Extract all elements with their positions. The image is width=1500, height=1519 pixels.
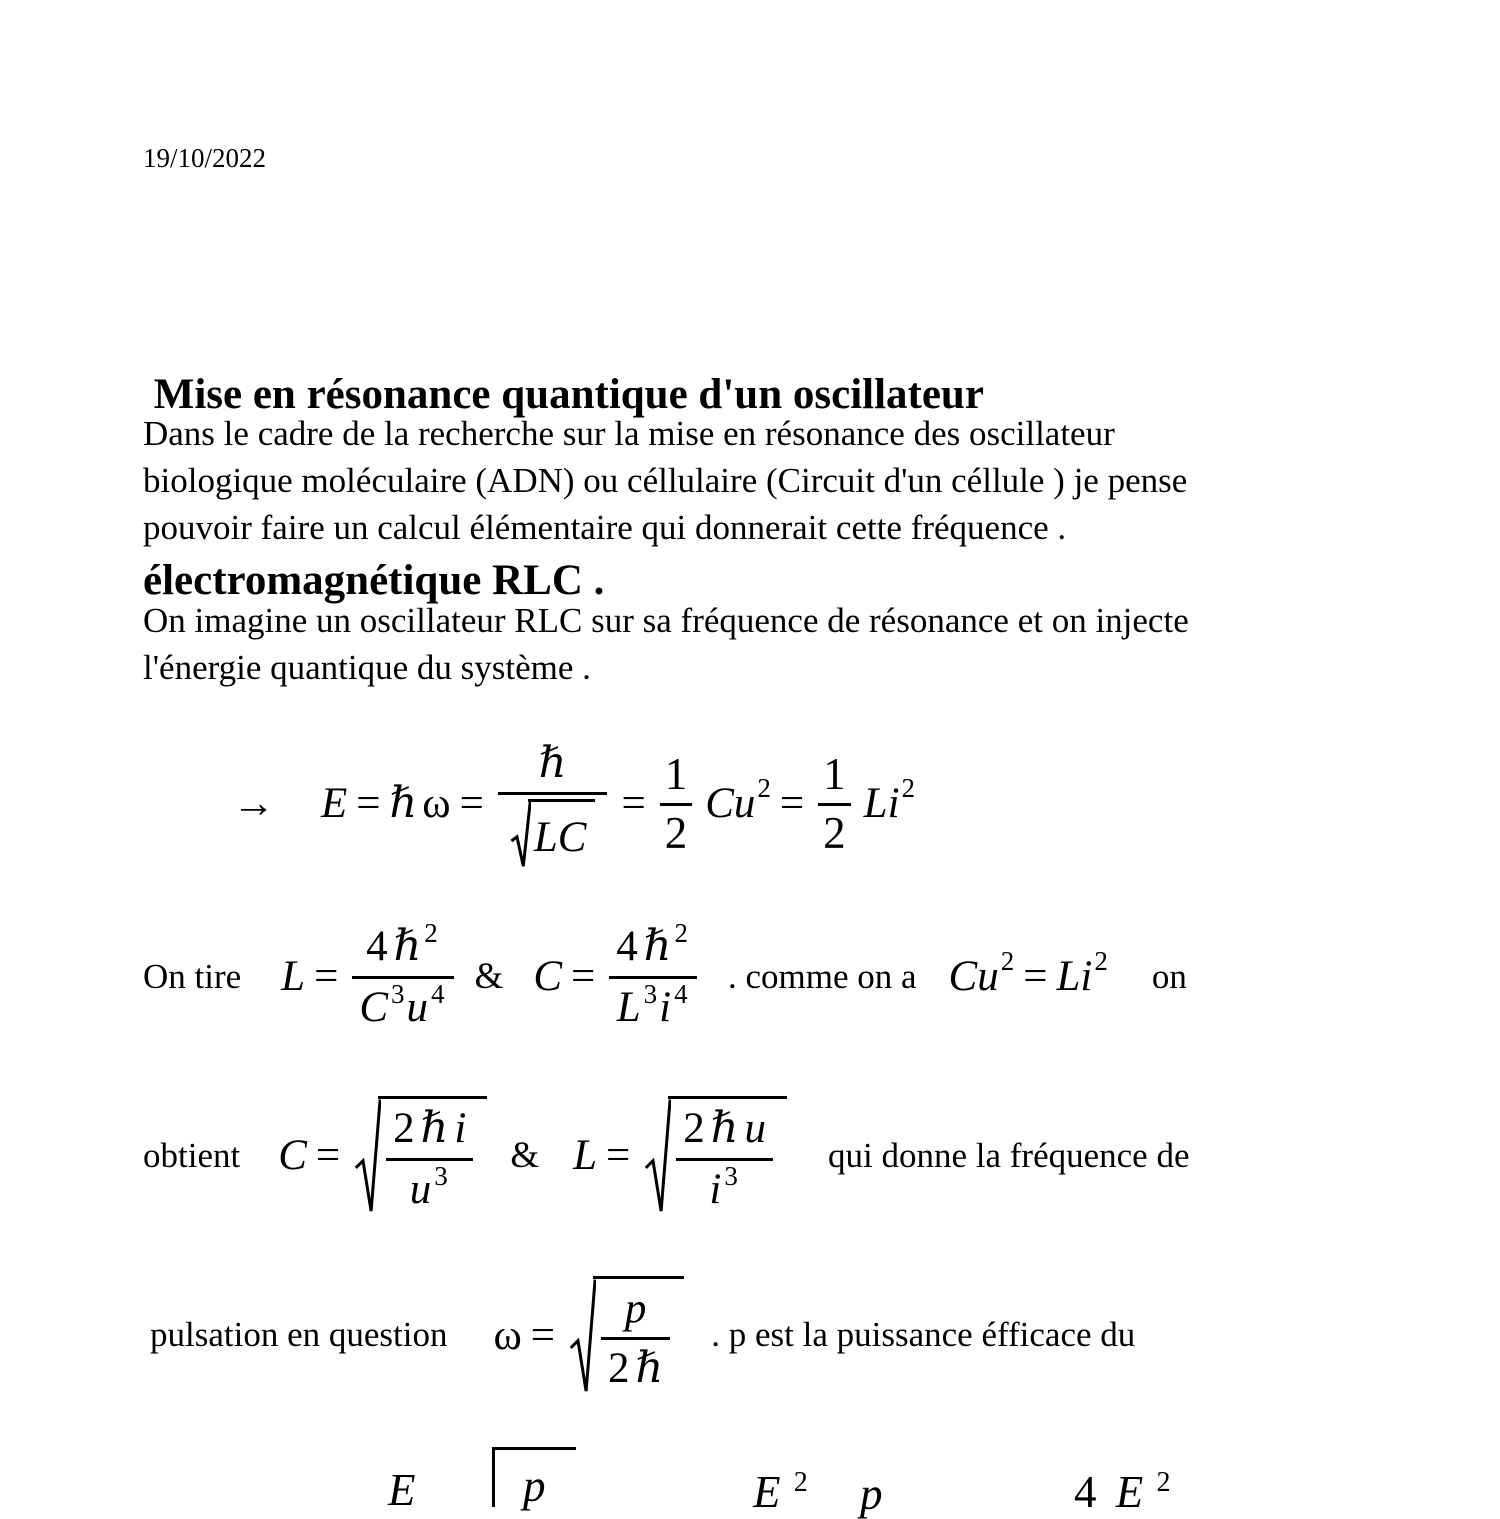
superscript: 2 bbox=[674, 918, 688, 949]
fraction bbox=[386, 1104, 473, 1214]
equals-sign: = bbox=[1023, 953, 1048, 1001]
fraction-numerator: ℏ bbox=[538, 739, 567, 787]
equation-label: pulsation en question bbox=[150, 1315, 448, 1355]
fraction-numerator: 1 bbox=[664, 749, 688, 800]
fraction-denominator bbox=[601, 1344, 670, 1393]
fraction-denominator: 2 bbox=[823, 807, 846, 858]
math-term-4E-squared bbox=[1074, 1467, 1171, 1517]
superscript: 2 bbox=[1156, 1467, 1171, 1498]
inline-text: on bbox=[1151, 956, 1187, 996]
equation-obtient bbox=[143, 1080, 1190, 1232]
equals-sign: = bbox=[779, 780, 805, 828]
equation-label: obtient bbox=[143, 1135, 241, 1175]
superscript: 3 bbox=[434, 1160, 448, 1191]
fraction-denominator bbox=[352, 978, 453, 1032]
math-var-L: L bbox=[573, 1132, 598, 1180]
fraction-bar bbox=[660, 803, 693, 806]
math-var-E: E bbox=[753, 1467, 781, 1517]
inline-text: . comme on a bbox=[727, 956, 917, 996]
superscript: 2 bbox=[1094, 946, 1108, 977]
paragraph-line: Dans le cadre de la recherche sur la mise en résonance des oscillateur bbox=[143, 414, 1115, 453]
math-var-L: L bbox=[281, 953, 306, 1001]
math-var-E: E bbox=[1115, 1467, 1144, 1517]
hbar-symbol: ℏ bbox=[389, 780, 418, 828]
math-var: L bbox=[616, 983, 641, 1031]
math-var-p: p bbox=[860, 1469, 883, 1519]
superscript: 2 bbox=[901, 773, 916, 804]
radicand: LC bbox=[528, 799, 596, 869]
fraction-bar bbox=[498, 792, 608, 795]
right-arrow-icon: → bbox=[232, 780, 275, 828]
superscript: 2 bbox=[1000, 946, 1015, 977]
fraction-denominator bbox=[702, 1160, 746, 1214]
math-term-E-squared bbox=[753, 1467, 808, 1517]
superscript: 2 bbox=[793, 1467, 808, 1498]
fraction-one-half bbox=[660, 751, 693, 857]
paragraph-research-context bbox=[143, 410, 1187, 551]
square-root bbox=[644, 1096, 787, 1216]
math-term-Li: Li bbox=[863, 780, 900, 828]
equals-sign: = bbox=[459, 780, 484, 828]
fraction-numerator bbox=[676, 1104, 773, 1153]
coefficient: 2 bbox=[393, 1105, 415, 1153]
inline-text: qui donne la fréquence de bbox=[828, 1135, 1190, 1175]
math-var-E: E bbox=[388, 1465, 416, 1515]
fraction-denominator bbox=[610, 978, 697, 1032]
paragraph-oscillator-setup bbox=[143, 597, 1189, 691]
fraction-denominator: 2 bbox=[664, 807, 688, 858]
fraction-numerator: p bbox=[624, 1284, 647, 1332]
fraction-numerator: 1 bbox=[823, 749, 846, 800]
math-var: i bbox=[709, 1165, 722, 1213]
math-var: i bbox=[454, 1105, 467, 1153]
math-var: C bbox=[359, 983, 389, 1031]
sqrt-symbol bbox=[354, 1096, 381, 1216]
fraction-C bbox=[609, 918, 697, 1032]
coefficient: 4 bbox=[1074, 1467, 1097, 1517]
paragraph-line: pouvoir faire un calcul élémentaire qui donnerait cette fréquence . bbox=[143, 508, 1067, 547]
hbar-symbol: ℏ bbox=[420, 1105, 449, 1153]
hbar-symbol: ℏ bbox=[643, 923, 672, 971]
superscript: 3 bbox=[391, 978, 405, 1009]
math-var-E: E bbox=[321, 780, 348, 828]
hbar-symbol: ℏ bbox=[635, 1345, 664, 1392]
math-var: u bbox=[744, 1105, 766, 1153]
equals-sign: = bbox=[571, 953, 596, 1001]
math-term-Li: Li bbox=[1056, 953, 1093, 1001]
math-var-p: p bbox=[523, 1461, 546, 1511]
fraction-one-half bbox=[818, 751, 851, 857]
equation-pulsation bbox=[150, 1263, 1135, 1408]
superscript: 3 bbox=[724, 1160, 738, 1191]
equation-label: On tire bbox=[143, 956, 242, 996]
coefficient: 4 bbox=[616, 923, 638, 971]
sqrt-fragment bbox=[492, 1447, 576, 1511]
radicand bbox=[668, 1096, 787, 1216]
fraction-numerator bbox=[359, 918, 447, 971]
equals-sign: = bbox=[606, 1132, 631, 1180]
equals-sign: = bbox=[315, 1132, 341, 1180]
equation-on-tire bbox=[143, 903, 1187, 1051]
math-var: u bbox=[406, 983, 429, 1031]
fraction-bar bbox=[601, 1337, 670, 1340]
math-var-C: C bbox=[278, 1132, 307, 1180]
math-term-Cu: Cu bbox=[705, 780, 756, 828]
math-var-C: C bbox=[533, 953, 563, 1001]
ampersand: & bbox=[510, 1134, 540, 1176]
equals-sign: = bbox=[621, 780, 646, 828]
fraction-bar bbox=[386, 1158, 473, 1161]
fraction-denominator bbox=[498, 799, 608, 869]
equals-sign: = bbox=[314, 953, 339, 1001]
sqrt-symbol bbox=[569, 1276, 596, 1396]
equation-energy bbox=[232, 738, 915, 870]
coefficient: 2 bbox=[608, 1345, 630, 1392]
math-var: u bbox=[409, 1165, 432, 1213]
hbar-symbol: ℏ bbox=[393, 923, 422, 971]
fraction-bar bbox=[818, 803, 851, 806]
square-root bbox=[354, 1096, 487, 1216]
sqrt-symbol bbox=[644, 1096, 671, 1216]
paragraph-line: biologique moléculaire (ADN) ou céllulaire (Circuit d'un céllule ) je pense bbox=[143, 461, 1188, 500]
coefficient: 2 bbox=[683, 1105, 705, 1153]
radicand bbox=[378, 1096, 487, 1216]
document-date: 19/10/2022 bbox=[143, 143, 267, 173]
ampersand: & bbox=[474, 955, 504, 997]
paragraph-line: On imagine un oscillateur RLC sur sa fréquence de résonance et on injecte bbox=[143, 601, 1189, 640]
fraction-hbar-over-sqrtLC bbox=[498, 739, 608, 869]
title-line-2: électromagnétique RLC . bbox=[143, 557, 605, 604]
fraction-denominator bbox=[403, 1160, 457, 1214]
paragraph-line: l'énergie quantique du système . bbox=[143, 648, 591, 687]
inline-text: . p est la puissance éfficace du bbox=[711, 1315, 1136, 1355]
fraction-numerator bbox=[609, 918, 697, 971]
omega-symbol: ω bbox=[493, 1311, 522, 1359]
fraction bbox=[601, 1284, 670, 1394]
fraction-numerator bbox=[386, 1104, 473, 1153]
equals-sign: = bbox=[530, 1311, 556, 1359]
math-var: i bbox=[659, 983, 672, 1031]
superscript: 4 bbox=[674, 978, 688, 1009]
title-line-1: Mise en résonance quantique d'un oscillateur bbox=[143, 371, 984, 418]
coefficient: 4 bbox=[366, 923, 388, 971]
omega-symbol: ω bbox=[422, 780, 451, 828]
superscript: 3 bbox=[643, 978, 658, 1009]
radicand bbox=[593, 1276, 684, 1396]
superscript: 2 bbox=[757, 773, 771, 804]
math-term-Cu: Cu bbox=[948, 953, 999, 1001]
fraction bbox=[676, 1104, 773, 1214]
square-root bbox=[569, 1276, 684, 1396]
fraction-L bbox=[352, 918, 453, 1032]
hbar-symbol: ℏ bbox=[710, 1105, 739, 1153]
equals-sign: = bbox=[356, 780, 381, 828]
superscript: 4 bbox=[431, 978, 445, 1009]
superscript: 2 bbox=[424, 918, 438, 949]
square-root bbox=[510, 799, 596, 869]
